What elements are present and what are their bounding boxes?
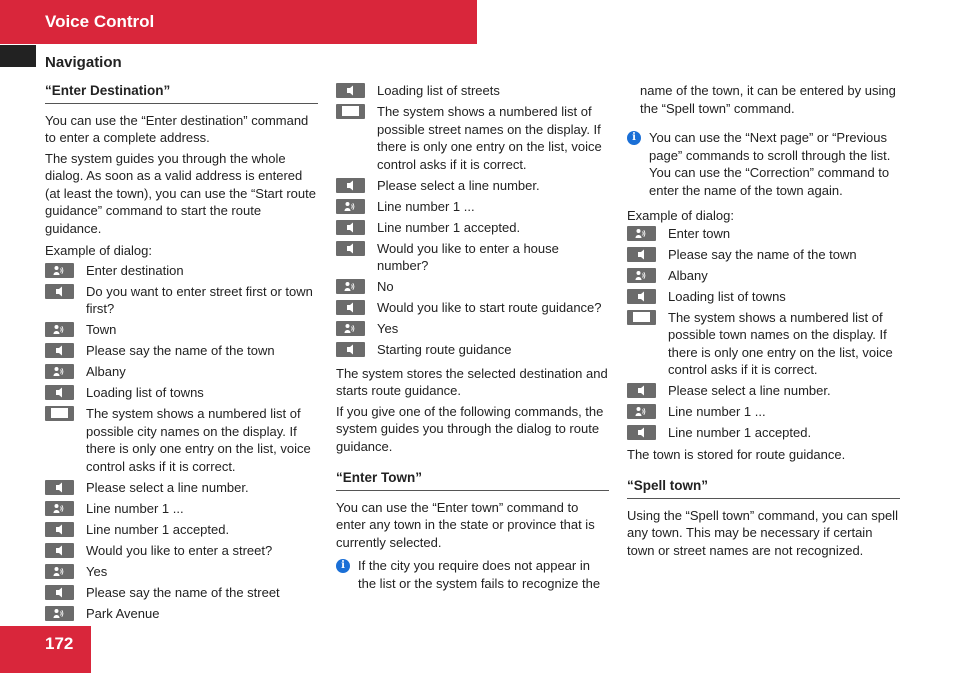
- info-note: [627, 129, 900, 199]
- column-2: [336, 82, 609, 600]
- paragraph: You can use the “Enter destination” command to enter a complete address.: [45, 112, 309, 145]
- dialog-text: Please select a line number.: [86, 479, 249, 495]
- speaker-icon: [45, 385, 74, 400]
- side-tab-marker: [0, 45, 36, 67]
- dialog-text: The system shows a numbered list of possible town names on the display. If there is only one entry on the list, voice control asks if it is correct.: [668, 309, 893, 377]
- user-speaking-icon: [45, 606, 74, 621]
- info-text: If the city you require does not appear in the list or the system fails to recognize the: [358, 558, 601, 591]
- user-speaking-icon: [45, 322, 74, 337]
- dialog-row: [336, 82, 609, 100]
- dialog-row: [336, 198, 609, 216]
- dialog-text: Do you want to enter street first or town first?: [86, 283, 313, 316]
- speaker-icon: [45, 284, 74, 299]
- section-title: Navigation: [45, 54, 122, 71]
- dialog-row: [627, 246, 900, 264]
- dialog-row: [45, 479, 318, 497]
- display-icon: [627, 310, 656, 325]
- dialog-row: [627, 309, 900, 379]
- user-speaking-icon: [45, 364, 74, 379]
- info-icon: i: [336, 559, 350, 573]
- dialog-text: Enter town: [668, 225, 731, 241]
- speaker-icon: [45, 522, 74, 537]
- dialog-text: Please select a line number.: [377, 177, 540, 193]
- dialog-row: [45, 262, 318, 280]
- dialog-text: Line number 1 accepted.: [86, 521, 230, 537]
- speaker-icon: [336, 83, 365, 98]
- paragraph: You can use the “Enter town” command to enter any town in the state or province that is currently selected.: [336, 499, 595, 550]
- user-speaking-icon: [336, 199, 365, 214]
- dialog-row: [336, 278, 609, 296]
- dialog-text: Albany: [86, 364, 126, 379]
- dialog-text: Albany: [668, 267, 708, 283]
- example-label: Example of dialog:: [627, 208, 734, 223]
- paragraph: The system stores the selected destination and starts route guidance.: [336, 365, 608, 398]
- speaker-icon: [45, 543, 74, 558]
- dialog-text: The system shows a numbered list of possible street names on the display. If there is only one entry on the list, voice control asks if it is correct.: [377, 104, 602, 172]
- speaker-icon: [627, 383, 656, 398]
- dialog-text: Starting route guidance: [377, 342, 512, 357]
- paragraph: name of the town, it can be entered by using the “Spell town” command.: [640, 83, 896, 116]
- dialog-text: Line number 1 ...: [377, 198, 475, 214]
- dialog-text: Would you like to enter a street?: [86, 542, 273, 558]
- speaker-icon: [627, 289, 656, 304]
- page-number-box: [0, 626, 91, 673]
- column-3: [627, 82, 900, 562]
- dialog-row: [336, 240, 609, 275]
- speaker-icon: [627, 425, 656, 440]
- dialog-text: Park Avenue: [86, 605, 160, 621]
- dialog-row: [336, 177, 609, 195]
- user-speaking-icon: [45, 564, 74, 579]
- dialog-text: Please say the name of the town: [668, 246, 857, 262]
- paragraph: The system guides you through the whole dialog. As soon as a valid address is entered (at least the town), you can use the “Start route guidance” command to start the route guidance.: [45, 150, 316, 236]
- user-speaking-icon: [45, 501, 74, 516]
- dialog-text: Yes: [377, 321, 399, 336]
- example-label: Example of dialog:: [45, 243, 152, 258]
- paragraph: Using the “Spell town” command, you can spell any town. This may be necessary if certain town or street names are not recognized.: [627, 507, 898, 558]
- dialog-list: [627, 225, 900, 442]
- dialog-text: Please say the name of the town: [86, 343, 275, 358]
- dialog-text: Loading list of streets: [377, 83, 500, 98]
- info-icon: i: [627, 131, 641, 145]
- dialog-row: [627, 267, 900, 285]
- user-speaking-icon: [627, 404, 656, 419]
- user-speaking-icon: [336, 279, 365, 294]
- dialog-row: [627, 382, 900, 400]
- dialog-row: [45, 321, 318, 339]
- dialog-text: Please select a line number.: [668, 383, 831, 398]
- dialog-list: [336, 82, 609, 359]
- dialog-text: Line number 1 accepted.: [377, 219, 521, 235]
- user-speaking-icon: [336, 321, 365, 336]
- speaker-icon: [336, 178, 365, 193]
- speaker-icon: [45, 343, 74, 358]
- speaker-icon: [336, 241, 365, 256]
- dialog-row: [336, 219, 609, 237]
- speaker-icon: [45, 585, 74, 600]
- dialog-row: [627, 288, 900, 306]
- dialog-row: [336, 299, 609, 317]
- speaker-icon: [336, 220, 365, 235]
- column-1: [45, 82, 318, 626]
- dialog-text: Would you like to start route guidance?: [377, 300, 602, 315]
- dialog-text: Would you like to enter a house number?: [377, 240, 559, 273]
- dialog-text: Loading list of towns: [668, 288, 786, 304]
- dialog-row: [45, 384, 318, 402]
- user-speaking-icon: [627, 226, 656, 241]
- dialog-text: Enter destination: [86, 262, 184, 278]
- page-number: 172: [45, 634, 74, 653]
- dialog-row: [45, 521, 318, 539]
- speaker-icon: [627, 247, 656, 262]
- dialog-row: [45, 605, 318, 623]
- dialog-row: [627, 403, 900, 421]
- heading-enter-town: “Enter Town”: [336, 469, 609, 491]
- heading-enter-destination: “Enter Destination”: [45, 82, 318, 104]
- dialog-row: [627, 225, 900, 243]
- dialog-text: Loading list of towns: [86, 385, 204, 400]
- dialog-row: [45, 500, 318, 518]
- dialog-row: [45, 342, 318, 360]
- info-note: [336, 557, 609, 592]
- dialog-text: Line number 1 ...: [668, 404, 766, 419]
- speaker-icon: [336, 300, 365, 315]
- dialog-row: [336, 320, 609, 338]
- display-icon: [45, 406, 74, 421]
- dialog-text: The system shows a numbered list of possible city names on the display. If there is only one entry on the list, voice control asks if it is correct.: [86, 406, 311, 474]
- dialog-row: [45, 283, 318, 318]
- dialog-row: [45, 363, 318, 381]
- dialog-text: Please say the name of the street: [86, 584, 280, 600]
- heading-spell-town: “Spell town”: [627, 477, 900, 499]
- dialog-row: [336, 103, 609, 173]
- header-bar: [0, 0, 477, 44]
- speaker-icon: [336, 342, 365, 357]
- info-text: You can use the “Next page” or “Previous page” commands to scroll through the list. You can use the “Correction” command to enter the name of the town again.: [649, 130, 891, 198]
- dialog-text: Line number 1 accepted.: [668, 425, 812, 440]
- paragraph: If you give one of the following commands, the system guides you through the dialog to route guidance.: [336, 403, 604, 454]
- dialog-text: Line number 1 ...: [86, 500, 184, 516]
- dialog-row: [627, 424, 900, 442]
- dialog-row: [45, 405, 318, 475]
- header-title: Voice Control: [45, 12, 155, 31]
- user-speaking-icon: [627, 268, 656, 283]
- display-icon: [336, 104, 365, 119]
- paragraph: The town is stored for route guidance.: [627, 446, 846, 462]
- speaker-icon: [45, 480, 74, 495]
- dialog-text: Town: [86, 322, 117, 337]
- dialog-row: [45, 563, 318, 581]
- dialog-row: [45, 584, 318, 602]
- dialog-text: No: [377, 279, 394, 294]
- dialog-row: [45, 542, 318, 560]
- dialog-row: [336, 341, 609, 359]
- dialog-list: [45, 262, 318, 623]
- dialog-text: Yes: [86, 563, 108, 579]
- user-speaking-icon: [45, 263, 74, 278]
